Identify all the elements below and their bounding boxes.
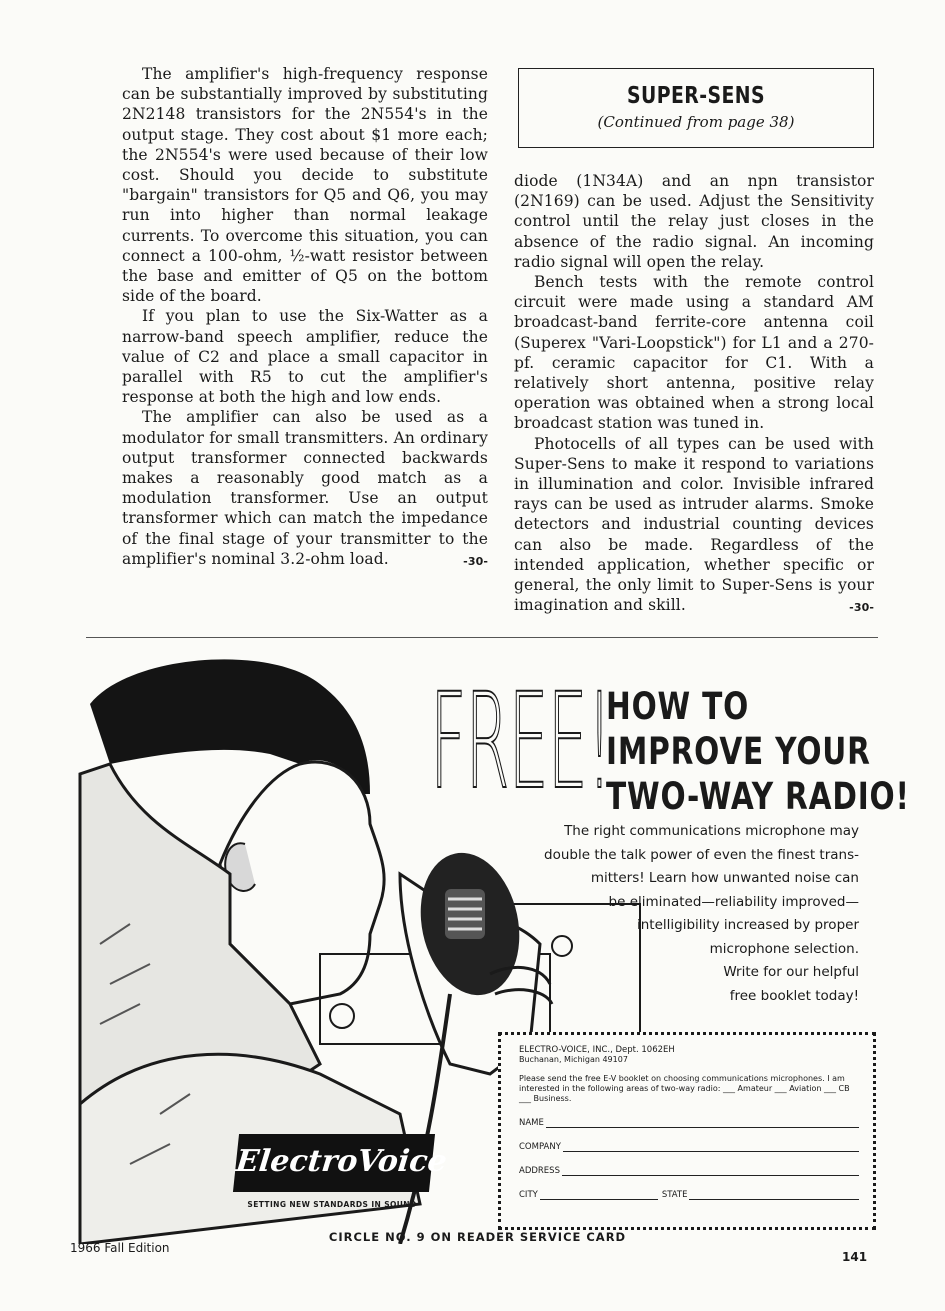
right-paragraph-1: diode (1N34A) and an npn transistor (2N169) can be used. Adjust the Sensitivity control until the relay just closes in the absence of the radio signal. An incoming radio signal will open the relay. bbox=[514, 172, 874, 271]
ad-headline bbox=[606, 684, 910, 819]
city-state-field[interactable] bbox=[519, 1190, 859, 1200]
company-field[interactable] bbox=[519, 1142, 859, 1152]
headline-line-2: IMPROVE YOUR bbox=[606, 730, 871, 773]
city-line[interactable] bbox=[540, 1192, 658, 1200]
left-paragraph-1: The amplifier's high-frequency response can be substantially improved by substituting 2N2148 transistors for the 2N554's in the output stage. They cost about $1 more each; the 2N554's were used because of their low cost. Should you decide to substitute "bargain" transistors for Q5 and Q6, you may run into higher than normal leakage currents. To overcome this situation, you can connect a 100-ohm, ½-watt resistor between the base and emitter of Q5 on the bottom side of the board. bbox=[122, 65, 488, 306]
right-article-column bbox=[514, 171, 874, 618]
left-paragraph-2: If you plan to use the Six-Watter as a narrow-band speech amplifier, reduce the value of C2 and place a small capacitor in parallel with R5 to cut the amplifier's response at both the high and low ends. bbox=[122, 307, 488, 407]
left-article-column bbox=[122, 64, 488, 572]
ad-body-line: intelligibility increased by proper bbox=[637, 917, 859, 933]
address-field[interactable] bbox=[519, 1166, 859, 1176]
box-subtitle: (Continued from page 38) bbox=[597, 113, 795, 131]
ad-body-line: mitters! Learn how unwanted noise can bbox=[590, 870, 859, 886]
end-mark: -30- bbox=[463, 554, 488, 568]
free-graphic: FREE! bbox=[430, 665, 612, 819]
box-title: SUPER-SENS bbox=[627, 83, 765, 109]
company-line[interactable] bbox=[563, 1144, 859, 1152]
page-number: 141 bbox=[842, 1250, 868, 1264]
logo-tagline: SETTING NEW STANDARDS IN SOUND bbox=[247, 1200, 417, 1209]
ad-body-line: microphone selection. bbox=[709, 940, 859, 957]
ad-body-copy bbox=[439, 820, 859, 1008]
reader-service-note: CIRCLE NO. 9 ON READER SERVICE CARD bbox=[328, 1230, 627, 1244]
footer-edition: 1966 Fall Edition bbox=[70, 1241, 170, 1255]
coupon-address: Buchanan, Michigan 49107 bbox=[519, 1055, 628, 1064]
ad-body-line: double the talk power of even the finest trans- bbox=[544, 846, 859, 863]
name-field[interactable] bbox=[519, 1118, 859, 1128]
left-paragraph-3-text: The amplifier can also be used as a modulator for small transmitters. An ordinary output transformer connected backwards makes a reasonably good match as a modulation transformer. Use an output transformer which can match the impedance of the final stage of your transmitter to the amplifier's nominal 3.2-ohm load. bbox=[122, 408, 488, 568]
name-label: NAME bbox=[519, 1118, 544, 1128]
left-paragraph-3 bbox=[122, 407, 488, 569]
state-line[interactable] bbox=[689, 1192, 859, 1200]
company-label: COMPANY bbox=[519, 1142, 561, 1152]
headline-line-1: HOW TO bbox=[606, 685, 750, 728]
headline-line-3: TWO-WAY RADIO! bbox=[606, 775, 910, 818]
city-label: CITY bbox=[519, 1190, 538, 1200]
right-paragraph-3-text: Photocells of all types can be used with Super-Sens to make it respond to variations in illumination and color. Invisible infrared rays can be used as intruder alarms. Smoke detectors and industrial counting devices can also be made. Regardless of the intended application, whether specific or general, the only limit to Super-Sens is your imagination and skill. bbox=[514, 434, 874, 615]
continued-box bbox=[518, 68, 874, 148]
coupon-request: Please send the free E-V booklet on choosing communications microphones. I am interested in the following areas of two-way radio: ___ Amateur ___ Aviation ___ CB ___ Business. bbox=[519, 1074, 850, 1103]
right-paragraph-3 bbox=[514, 434, 874, 616]
ad-body-line: be eliminated—reliability improved— bbox=[608, 893, 859, 910]
ad-body-line: The right communications microphone may bbox=[564, 823, 859, 839]
divider-rule bbox=[86, 637, 878, 638]
address-label: ADDRESS bbox=[519, 1166, 560, 1176]
ad-body-line: free booklet today! bbox=[729, 987, 859, 1004]
electro-voice-advertisement bbox=[0, 640, 945, 1250]
end-mark: -30- bbox=[849, 601, 874, 615]
coupon-company: ELECTRO-VOICE, INC., Dept. 1062EH bbox=[519, 1045, 675, 1055]
ad-body-line: Write for our helpful bbox=[723, 964, 859, 980]
mail-in-coupon bbox=[498, 1032, 876, 1230]
name-line[interactable] bbox=[546, 1120, 859, 1128]
address-line[interactable] bbox=[562, 1168, 859, 1176]
state-label: STATE bbox=[661, 1190, 688, 1200]
right-paragraph-2: Bench tests with the remote control circuit were made using a standard AM broadcast-band ferrite-core antenna coil (Superex "Vari-Loopstick") for L1 and a 270-pf. ceramic capacitor for C1. With a relatively short antenna, positive relay operation was obtained when a strong local broadcast station was tuned in. bbox=[514, 273, 874, 433]
electro-voice-logo: ElectroVoice bbox=[233, 1134, 435, 1192]
